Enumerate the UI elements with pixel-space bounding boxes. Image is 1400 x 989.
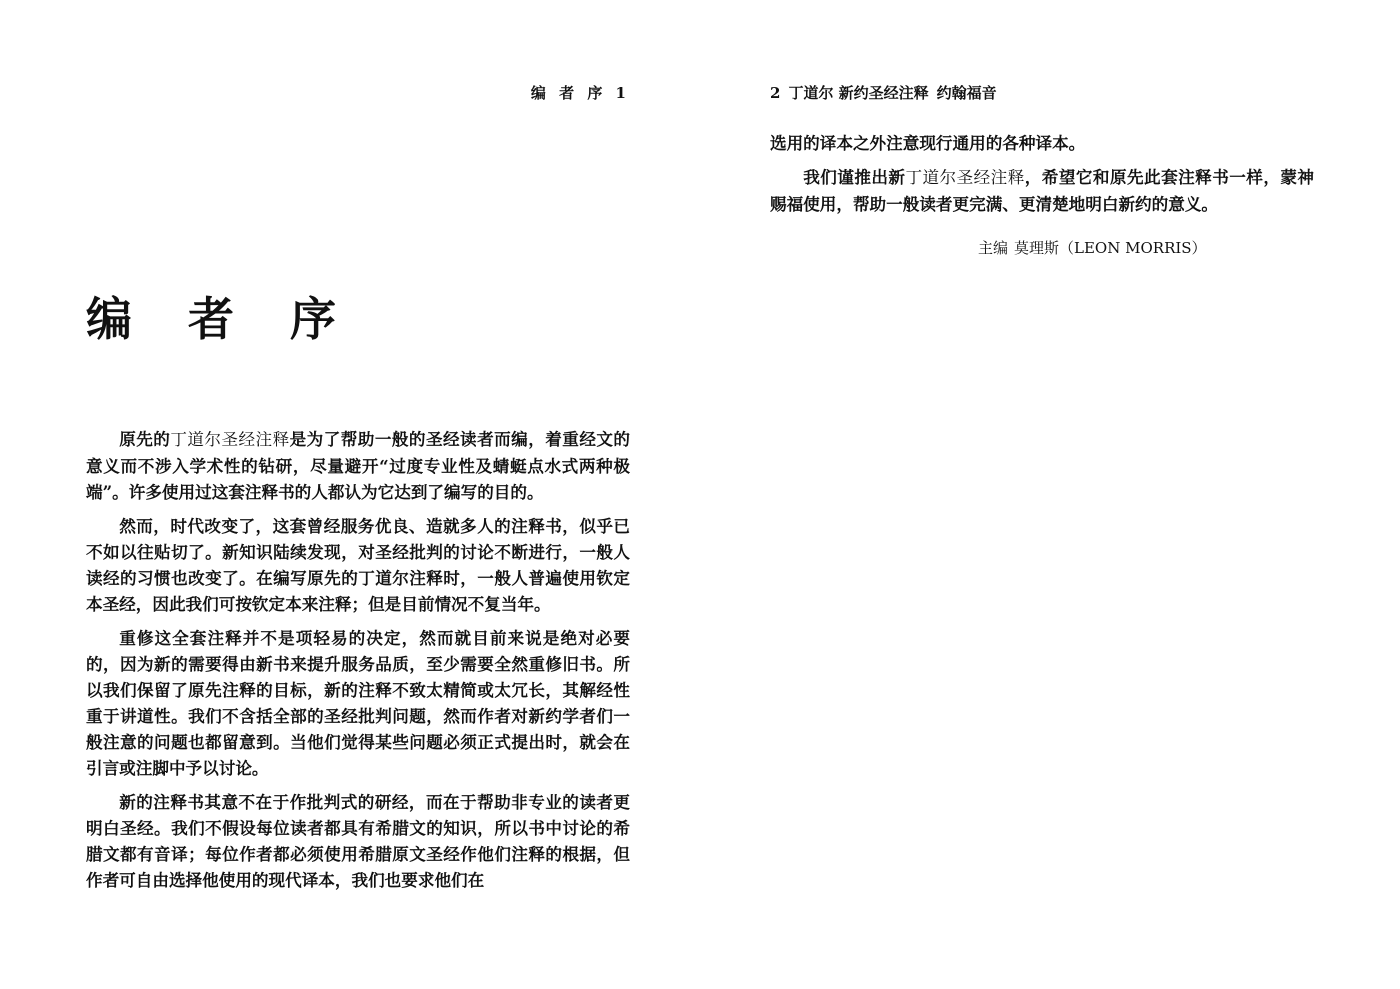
paragraph-1-pre: 原先的: [119, 429, 171, 449]
editor-signature: [978, 237, 1207, 258]
right-page: [700, 0, 1400, 989]
left-body-text: [86, 426, 630, 901]
series-title-ref-2: 丁道尔圣经注释: [905, 168, 1025, 187]
series-name: 丁道尔 新约圣经注释: [788, 84, 929, 102]
signature-role: 主编: [978, 239, 1009, 257]
paragraph-3: 重修这全套注释并不是项轻易的决定，然而就目前来说是绝对必要的，因为新的需要得由新书来提升服务品质，至少需要全然重修旧书。所以我们保留了原先注释的目标，新的注释不致太精简或太冗长，其解经性重于讲道性。我们不含括全部的圣经批判问题，然而作者对新约学者们一般注意的问题也都留意到。当他们觉得某些问题必须正式提出时，就会在引言或注脚中予以讨论。: [86, 628, 630, 778]
paragraph-closing-pre: 我们谨推出新: [803, 167, 906, 187]
book-name: 约翰福音: [936, 84, 997, 102]
paragraph-closing: [770, 164, 1314, 217]
running-header-right: [770, 82, 997, 103]
chapter-title: 编 者 序: [86, 292, 357, 346]
paragraph-closing-post: ，希望它和原先此套注释书一样，蒙神赐福使用，帮助一般读者更完满、更清楚地明白新约的意义。: [770, 167, 1315, 214]
signature-name: 莫理斯（LEON MORRIS）: [1014, 239, 1207, 257]
page-number: 2: [770, 84, 781, 102]
paragraph-1-post: 是为了帮助一般的圣经读者而编，着重经文的意义而不涉入学术性的钻研，尽量避开“过度专业性及蜻蜓点水式两种极端”。许多使用过这套注释书的人都认为它达到了编写的目的。: [86, 429, 631, 502]
right-body-text: [770, 130, 1314, 225]
running-header-left: 编 者 序 1: [530, 84, 630, 102]
series-title-ref: 丁道尔圣经注释: [170, 430, 290, 449]
paragraph-1: [86, 426, 630, 505]
paragraph-4: 新的注释书其意不在于作批判式的研经，而在于帮助非专业的读者更明白圣经。我们不假设每位读者都具有希腊文的知识，所以书中讨论的希腊文都有音译；每位作者都必须使用希腊原文圣经作他们注释的根据，但作者可自由选择他使用的现代译本，我们也要求他们在: [86, 792, 630, 890]
paragraph-2: 然而，时代改变了，这套曾经服务优良、造就多人的注释书，似乎已不如以往贴切了。新知识陆续发现，对圣经批判的讨论不断进行，一般人读经的习惯也改变了。在编写原先的丁道尔注释时，一般人普遍使用钦定本圣经，因此我们可按钦定本来注释；但是目前情况不复当年。: [86, 516, 630, 614]
paragraph-continuation: 选用的译本之外注意现行通用的各种译本。: [770, 133, 1086, 153]
